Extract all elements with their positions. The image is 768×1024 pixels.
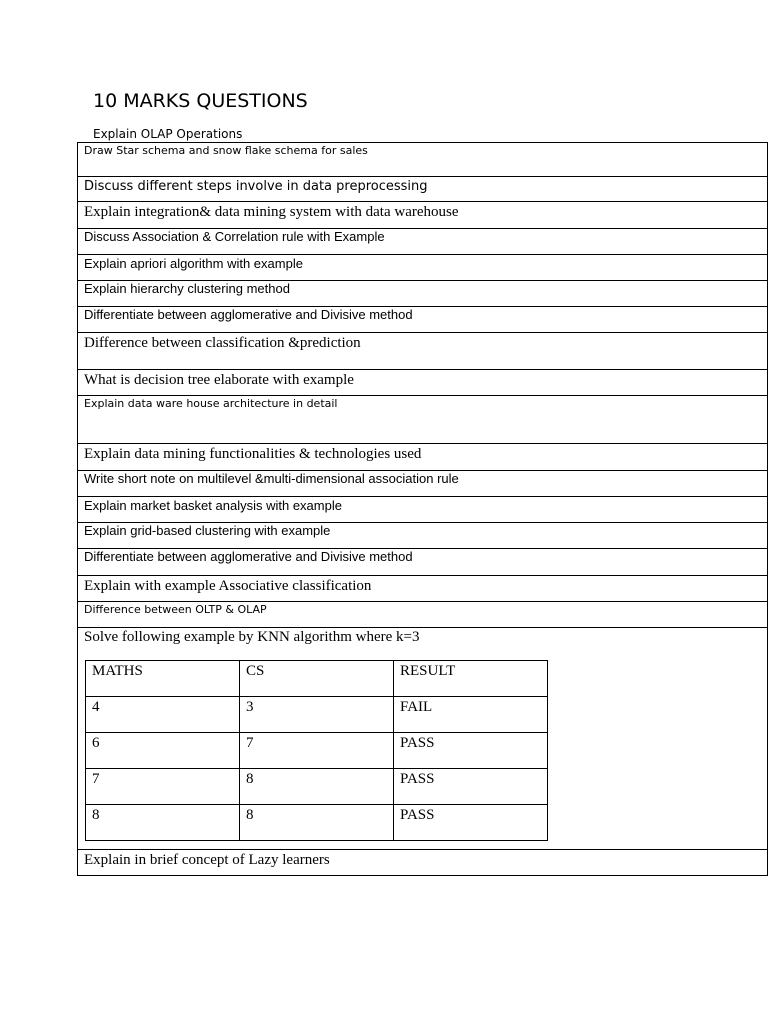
knn-header-row	[86, 661, 548, 697]
question-cell	[78, 307, 768, 333]
question-cell	[78, 177, 768, 202]
page-title: 10 MARKS QUESTIONS	[93, 90, 308, 112]
table-row	[78, 177, 768, 202]
question-text: Explain integration& data mining system with data warehouse	[84, 204, 459, 220]
question-cell	[78, 229, 768, 255]
questions-table	[77, 142, 768, 876]
knn-cell: 6	[86, 733, 240, 769]
question-text: Solve following example by KNN algorithm where k=3	[84, 629, 420, 645]
question-text: Write short note on multilevel &multi-dimensional association rule	[84, 471, 459, 486]
question-cell	[78, 281, 768, 307]
knn-data-table	[85, 660, 548, 841]
question-cell	[78, 523, 768, 549]
question-cell	[78, 471, 768, 497]
table-row	[78, 143, 768, 177]
knn-cell: PASS	[394, 769, 548, 805]
question-cell	[78, 549, 768, 576]
knn-cell: 7	[240, 733, 394, 769]
table-row	[78, 576, 768, 602]
knn-cell: 4	[86, 697, 240, 733]
knn-cell: PASS	[394, 805, 548, 841]
table-row	[78, 549, 768, 576]
question-text: What is decision tree elaborate with example	[84, 372, 354, 388]
question-cell	[78, 497, 768, 523]
knn-cell: 8	[240, 769, 394, 805]
table-row	[78, 850, 768, 876]
table-row	[78, 333, 768, 370]
table-row	[78, 281, 768, 307]
question-cell	[78, 628, 768, 850]
knn-cell: 7	[86, 769, 240, 805]
question-cell	[78, 333, 768, 370]
question-text: Differentiate between agglomerative and Divisive method	[84, 307, 413, 322]
knn-row	[86, 805, 548, 841]
question-cell	[78, 850, 768, 876]
question-text: Explain data mining functionalities & technologies used	[84, 446, 422, 462]
knn-cell: FAIL	[394, 697, 548, 733]
question-text: Draw Star schema and snow flake schema for sales	[84, 144, 368, 157]
question-cell	[78, 444, 768, 471]
knn-row	[86, 733, 548, 769]
knn-row	[86, 697, 548, 733]
question-cell	[78, 370, 768, 396]
question-text: Explain hierarchy clustering method	[84, 281, 290, 296]
table-row	[78, 255, 768, 281]
question-text: Explain apriori algorithm with example	[84, 256, 303, 271]
question-cell	[78, 202, 768, 229]
question-text: Discuss different steps involve in data preprocessing	[84, 179, 428, 194]
table-row	[78, 202, 768, 229]
question-text: Difference between classification &prediction	[84, 335, 361, 351]
knn-header-cell: CS	[240, 661, 394, 697]
question-cell	[78, 143, 768, 177]
table-row	[78, 444, 768, 471]
question-text: Explain grid-based clustering with example	[84, 523, 331, 538]
page-subtitle: Explain OLAP Operations	[93, 127, 243, 141]
question-text: Explain in brief concept of Lazy learners	[84, 852, 330, 868]
question-cell	[78, 255, 768, 281]
knn-header-cell: RESULT	[394, 661, 548, 697]
table-row	[78, 497, 768, 523]
question-text: Difference between OLTP & OLAP	[84, 603, 267, 616]
knn-cell: 8	[240, 805, 394, 841]
table-row	[78, 602, 768, 628]
knn-row	[86, 769, 548, 805]
question-text: Explain with example Associative classification	[84, 578, 372, 594]
question-text: Explain data ware house architecture in detail	[84, 397, 338, 410]
question-text: Explain market basket analysis with example	[84, 498, 342, 513]
question-text: Discuss Association & Correlation rule with Example	[84, 229, 385, 244]
knn-cell: PASS	[394, 733, 548, 769]
table-row	[78, 396, 768, 444]
table-row	[78, 523, 768, 549]
table-row	[78, 370, 768, 396]
table-row	[78, 628, 768, 850]
table-row	[78, 307, 768, 333]
knn-cell: 8	[86, 805, 240, 841]
knn-cell: 3	[240, 697, 394, 733]
knn-header-cell: MATHS	[86, 661, 240, 697]
table-row	[78, 471, 768, 497]
question-cell	[78, 602, 768, 628]
table-row	[78, 229, 768, 255]
question-cell	[78, 396, 768, 444]
question-cell	[78, 576, 768, 602]
question-text: Differentiate between agglomerative and Divisive method	[84, 549, 413, 564]
